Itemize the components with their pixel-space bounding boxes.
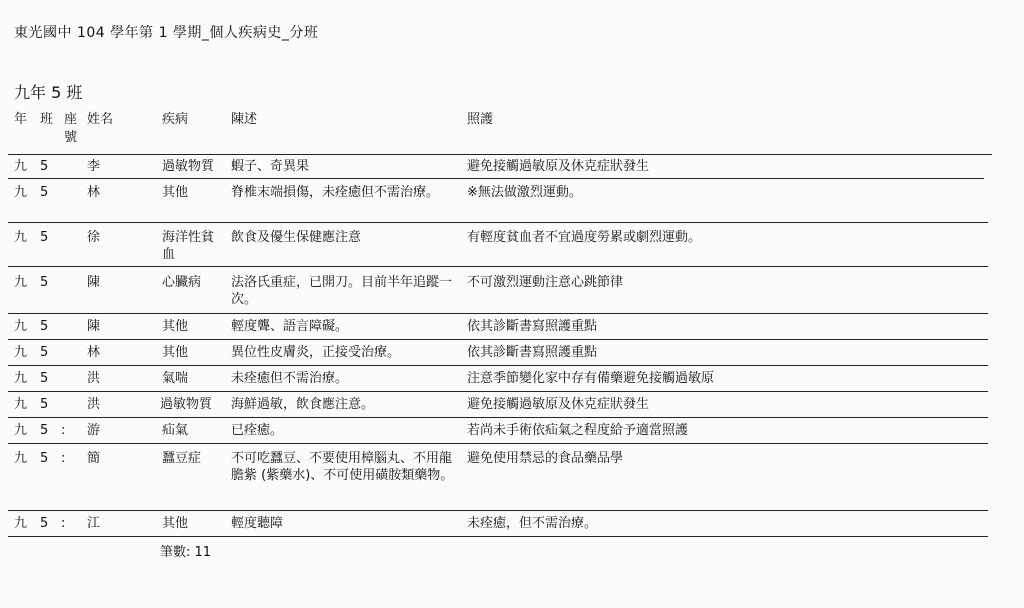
row-rule <box>8 313 988 314</box>
header-seat-line1: 座 <box>64 112 78 127</box>
cell-name: 陳 <box>87 275 101 290</box>
class-heading: 九年 5 班 <box>14 83 83 102</box>
header-rule <box>8 154 992 155</box>
cell-year: 九 <box>14 345 28 360</box>
cell-name: 洪 <box>87 397 101 412</box>
cell-class: 5 <box>40 230 49 245</box>
cell-class: 5 <box>40 159 49 174</box>
cell-care: 依其診斷書寫照護重點 <box>467 319 598 334</box>
cell-name: 徐 <box>87 230 101 245</box>
cell-care: 有輕度貧血者不宜過度勞累或劇烈運動。 <box>467 230 702 245</box>
cell-year: 九 <box>14 185 28 200</box>
cell-disease: 其他 <box>162 319 189 334</box>
cell-care: 避免接觸過敏原及休克症狀發生 <box>467 397 650 412</box>
cell-year: 九 <box>14 423 28 438</box>
cell-care: 未痊癒，但不需治療。 <box>467 516 598 531</box>
cell-class: 5 <box>40 371 49 386</box>
cell-seat: : <box>61 423 66 438</box>
cell-disease: 海洋性貧血 <box>162 230 215 262</box>
cell-disease: 其他 <box>162 516 189 531</box>
row-rule <box>8 339 988 340</box>
header-description: 陳述 <box>231 112 258 127</box>
cell-description: 法洛氏重症，已開刀。目前半年追蹤一次。 <box>231 275 453 307</box>
cell-disease: 疝氣 <box>162 423 189 438</box>
cell-year: 九 <box>14 371 28 386</box>
header-name: 姓名 <box>87 112 114 127</box>
header-seat-line2: 號 <box>64 130 78 145</box>
header-care: 照護 <box>467 112 494 127</box>
cell-disease: 過敏物質 <box>160 397 213 412</box>
cell-seat: : <box>61 451 66 466</box>
cell-care: 依其診斷書寫照護重點 <box>467 345 598 360</box>
cell-description: 異位性皮膚炎，正接受治療。 <box>231 345 401 360</box>
cell-class: 5 <box>40 423 49 438</box>
cell-class: 5 <box>40 185 49 200</box>
cell-disease: 蠶豆症 <box>162 451 202 466</box>
cell-care: 若尚未手術依疝氣之程度給予適當照護 <box>467 423 689 438</box>
cell-disease: 過敏物質 <box>162 159 215 174</box>
cell-description: 輕度聾、語言障礙。 <box>231 319 349 334</box>
cell-description: 輕度聽障 <box>231 516 284 531</box>
header-year: 年 <box>14 112 28 127</box>
cell-name: 簡 <box>87 451 101 466</box>
row-rule <box>8 443 988 444</box>
header-class: 班 <box>40 112 54 127</box>
cell-class: 5 <box>40 275 49 290</box>
row-rule <box>8 391 988 392</box>
cell-description: 蝦子、奇異果 <box>231 159 310 174</box>
cell-class: 5 <box>40 397 49 412</box>
row-rule <box>8 222 988 223</box>
cell-description: 已痊癒。 <box>231 423 284 438</box>
cell-name: 洪 <box>87 371 101 386</box>
cell-description: 海鮮過敏，飲食應注意。 <box>231 397 375 412</box>
cell-disease: 其他 <box>162 345 189 360</box>
cell-care: ※無法做激烈運動。 <box>467 185 582 200</box>
cell-year: 九 <box>14 516 28 531</box>
cell-year: 九 <box>14 230 28 245</box>
cell-name: 林 <box>87 345 101 360</box>
row-rule <box>8 266 988 267</box>
cell-disease: 心臟病 <box>162 275 202 290</box>
cell-care: 避免使用禁忌的食品藥品學 <box>467 451 624 466</box>
cell-class: 5 <box>40 451 49 466</box>
cell-year: 九 <box>14 451 28 466</box>
header-disease: 疾病 <box>162 112 189 127</box>
cell-description: 飲食及優生保健應注意 <box>231 230 362 245</box>
cell-description: 不可吃蠶豆、不要使用樟腦丸、不用龍膽紫 (紫藥水)、不可使用磺胺類藥物。 <box>231 451 454 483</box>
cell-description: 未痊癒但不需治療。 <box>231 371 349 386</box>
cell-care: 注意季節變化家中存有備藥避免接觸過敏原 <box>467 371 715 386</box>
table-bottom-rule <box>8 536 988 537</box>
cell-name: 江 <box>87 516 101 531</box>
cell-seat: : <box>61 516 66 531</box>
row-rule <box>8 178 984 179</box>
cell-year: 九 <box>14 159 28 174</box>
document-title: 東光國中 104 學年第 1 學期_個人疾病史_分班 <box>14 25 319 41</box>
row-rule <box>8 417 988 418</box>
record-count: 筆數: 11 <box>160 545 212 560</box>
cell-disease: 氣喘 <box>162 371 189 386</box>
cell-class: 5 <box>40 345 49 360</box>
cell-name: 游 <box>87 423 101 438</box>
cell-name: 陳 <box>87 319 101 334</box>
cell-disease: 其他 <box>162 185 189 200</box>
cell-description: 脊椎末端損傷，未痊癒但不需治療。 <box>231 185 440 200</box>
row-rule <box>8 510 988 511</box>
cell-class: 5 <box>40 516 49 531</box>
cell-year: 九 <box>14 319 28 334</box>
cell-care: 避免接觸過敏原及休克症狀發生 <box>467 159 650 174</box>
cell-year: 九 <box>14 397 28 412</box>
header-seat <box>64 111 77 147</box>
cell-name: 林 <box>87 185 101 200</box>
cell-class: 5 <box>40 319 49 334</box>
cell-name: 李 <box>87 159 101 174</box>
row-rule <box>8 365 988 366</box>
cell-care: 不可激烈運動注意心跳節律 <box>467 275 624 290</box>
cell-year: 九 <box>14 275 28 290</box>
